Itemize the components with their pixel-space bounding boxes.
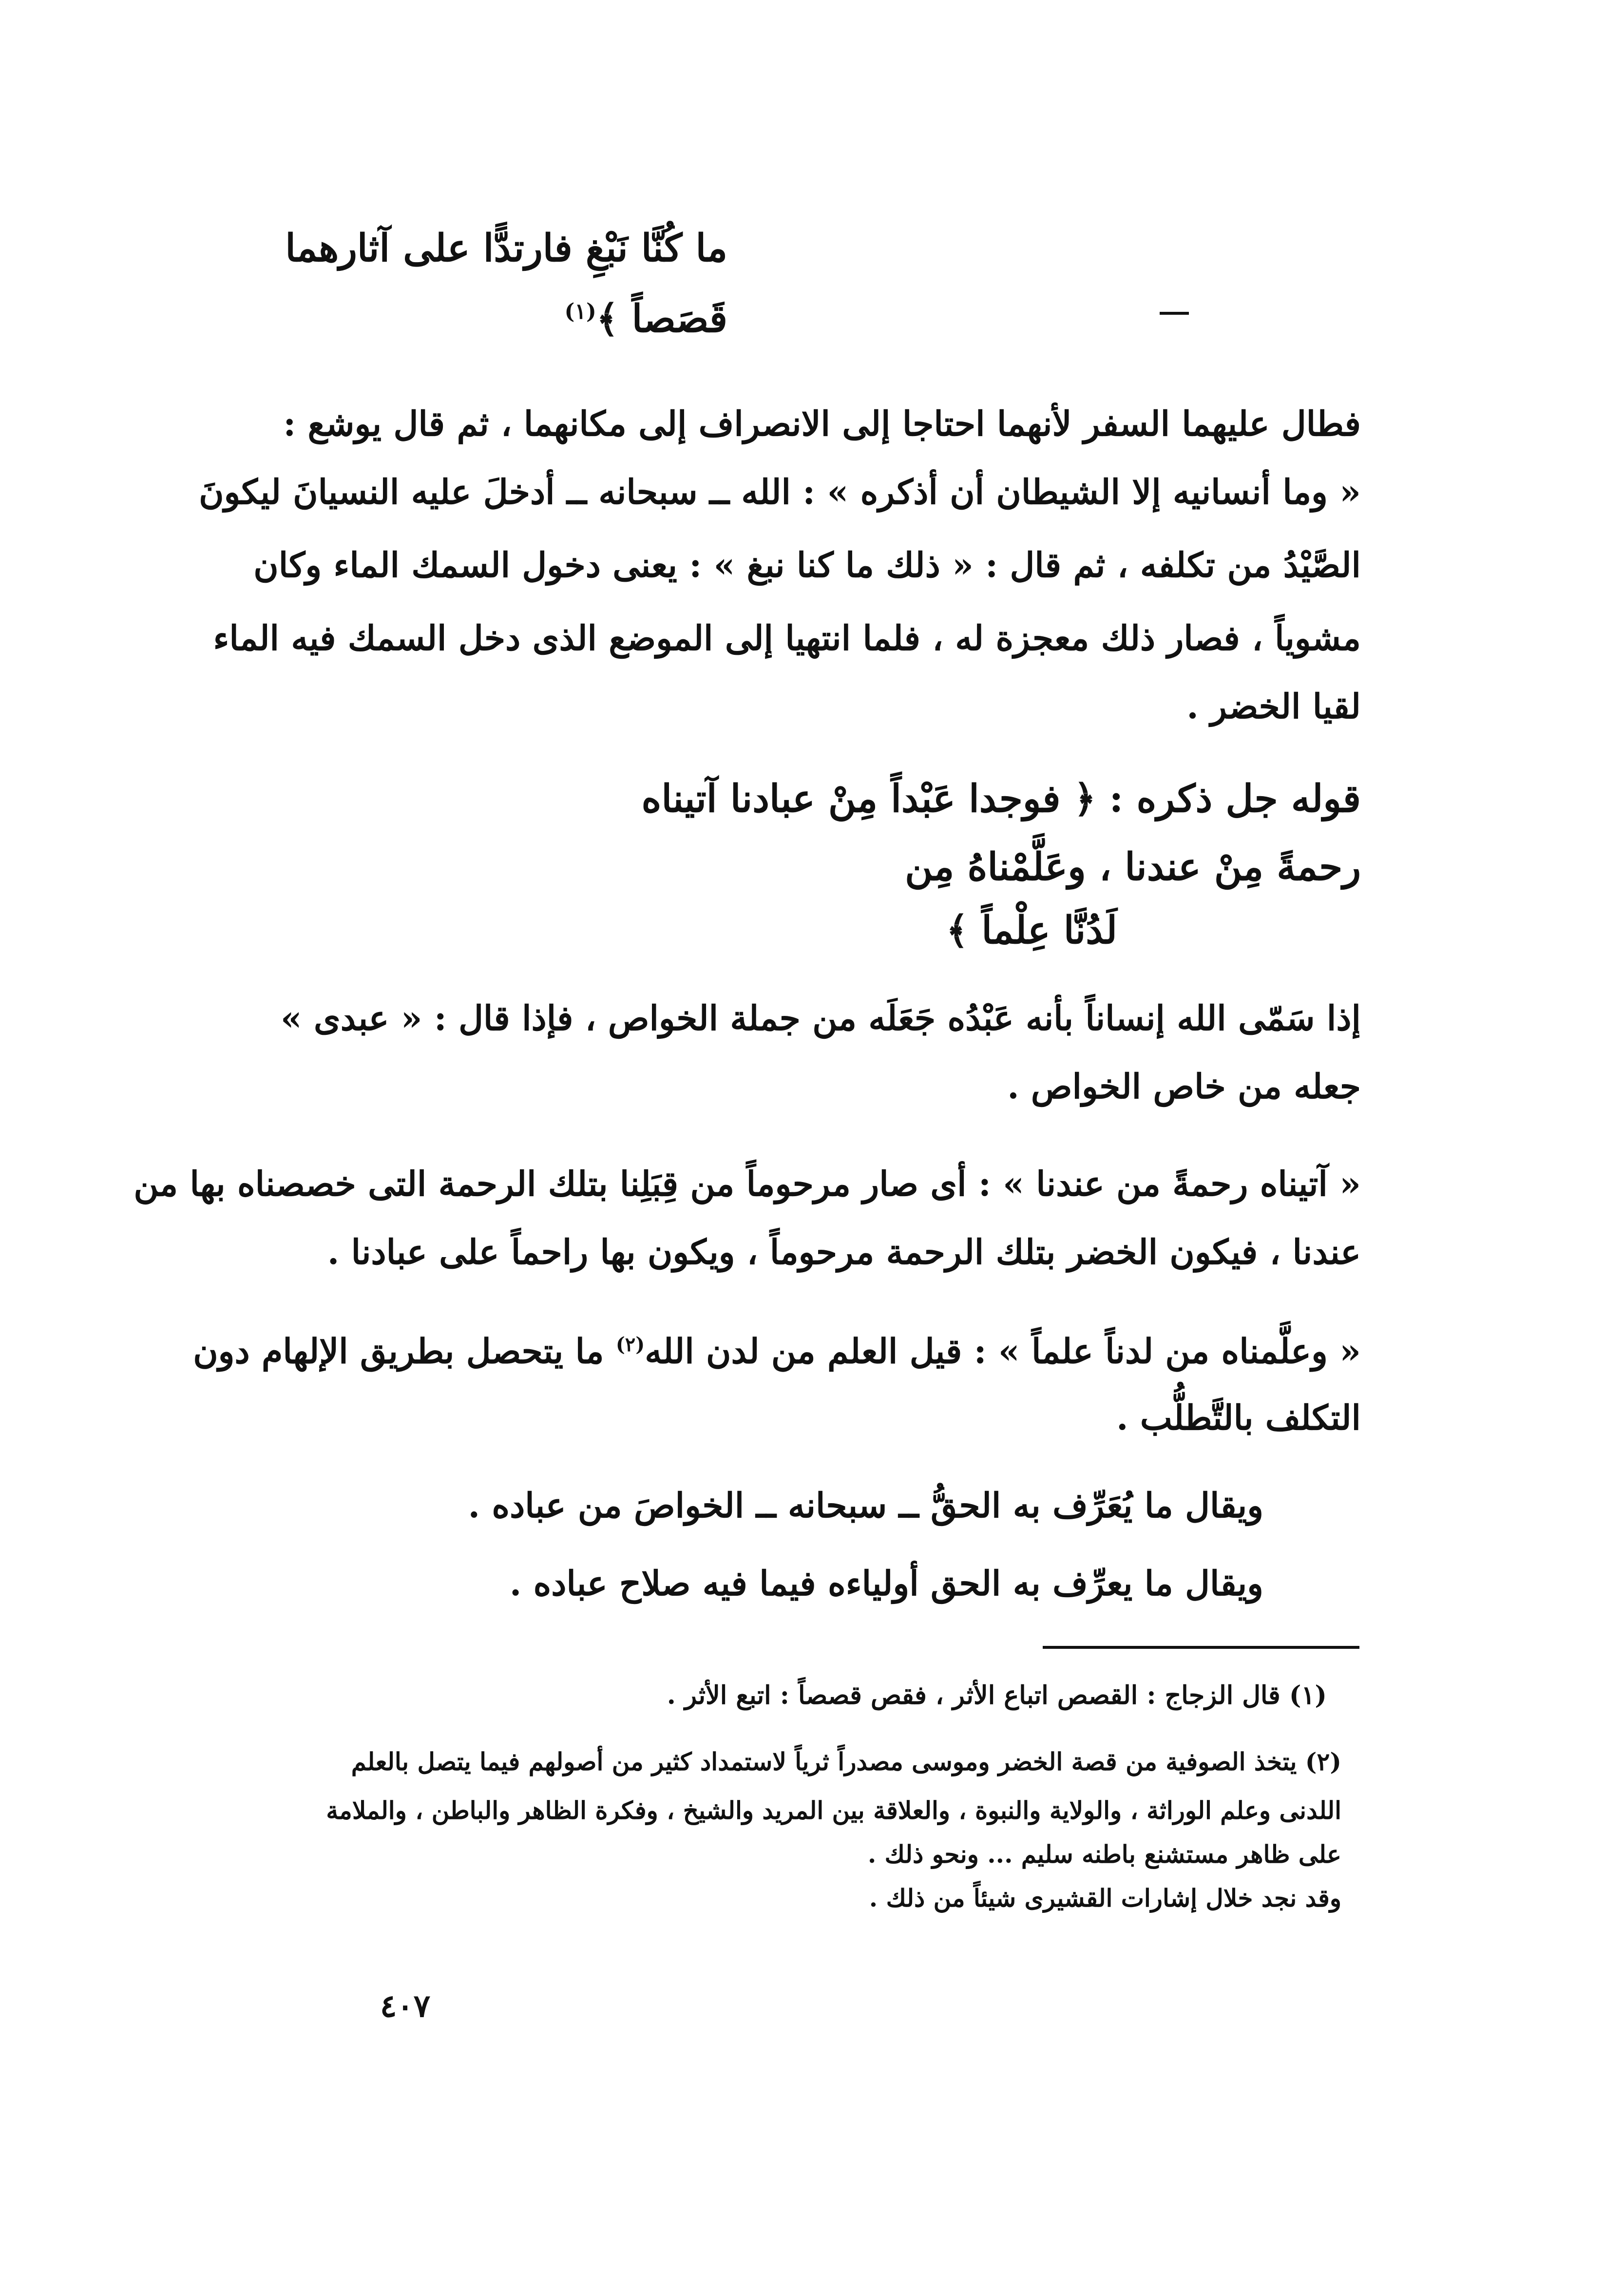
footnote-separator [1043,1646,1359,1649]
decorative-dash [1160,312,1189,315]
paragraph-2-line-1: إذا سَمّى الله إنساناً بأنه عَبْدُه جَعَلَه من جملة الخواص ، فإذا قال : « عبدى » [280,998,1361,1038]
verse-1-line-2 [565,287,728,344]
paragraph-4-line-1 [193,1320,1361,1375]
paragraph-1-line-4: مشوياً ، فصار ذلك معجزة له ، فلما انتهيا إلى الموضع الذى دخل السمك فيه الماء [213,618,1361,658]
page-number: ٤٠٧ [380,1988,431,2024]
paragraph-1-line-1: فطال عليهما السفر لأنهما احتاجا إلى الانصراف إلى مكانهما ، ثم قال يوشع : [283,403,1361,444]
paragraph-1-line-5: لقيا الخضر . [1186,686,1361,726]
paragraph-5-line-2: ويقال ما يعرِّف به الحق أولياءه فيما فيه صلاح عباده . [509,1563,1263,1604]
footnote-1: (١) قال الزجاج : القصص اتباع الأثر ، فقص قصصاً : اتبع الأثر . [667,1680,1327,1710]
paragraph-4-line-1-end: ما يتحصل بطريق الإلهام دون [193,1331,616,1372]
paragraph-4-line-1-start: « وعلَّمناه من لدناً علماً » : قيل العلم من لدن الله [645,1331,1361,1372]
paragraph-5-line-1: ويقال ما يُعَرِّف به الحقُّ ــ سبحانه ــ الخواصَ من عباده . [468,1485,1263,1526]
paragraph-3-line-2: عندنا ، فيكون الخضر بتلك الرحمة مرحوماً ، ويكون بها راحماً على عبادنا . [327,1232,1361,1272]
paragraph-3-line-1: « آتيناه رحمةً من عندنا » : أى صار مرحوماً من قِبَلِنا بتلك الرحمة التى خصصناه بها من [134,1164,1361,1204]
footnote-2-line-1: (٢) يتخذ الصوفية من قصة الخضر وموسى مصدراً ثرياً لاستمداد كثير من أصولهم فيما يتصل بالعلم [351,1747,1341,1776]
verse-2-line-2: رحمةً مِنْ عندنا ، وعَلَّمْناهُ مِن [905,845,1361,889]
paragraph-1-line-2: « وما أنسانيه إلا الشيطان أن أذكره » : الله ــ سبحانه ــ أدخلَ عليه النسيانَ ليكونَ [199,472,1361,512]
verse-1-line-2-text: قَصَصاً ﴾ [596,297,727,341]
paragraph-2-line-2: جعله من خاص الخواص . [1007,1066,1361,1107]
footnote-2-line-3: على ظاهر مستشنع باطنه سليم ... ونحو ذلك . [867,1840,1341,1869]
verse-2-line-3: لَدُنَّا عِلْماً ﴾ [946,908,1117,953]
paragraph-1-line-3: الصَّيْدُ من تكلفه ، ثم قال : « ذلك ما كنا نبغ » : يعنى دخول السمك الماء وكان [253,545,1361,585]
verse-2-line-1: قوله جل ذكره : ﴿ فوجدا عَبْداً مِنْ عبادنا آتيناه [641,777,1361,821]
footnote-2-line-2: اللدنى وعلم الوراثة ، والولاية والنبوة ، والعلاقة بين المريد والشيخ ، وفكرة الظاهر والباطن ، والملامة [326,1796,1341,1825]
verse-1-line-1: ما كُنَّا نَبْغِ فارتدًّا على آثارهما [285,226,727,270]
footnote-marker-1: (١) [564,299,596,324]
footnote-marker-2: (٢) [615,1333,645,1356]
footnote-2-line-4: وقد نجد خلال إشارات القشيرى شيئاً من ذلك . [869,1884,1341,1912]
paragraph-4-line-2: التكلف بالتَّطلُّب . [1116,1397,1361,1438]
